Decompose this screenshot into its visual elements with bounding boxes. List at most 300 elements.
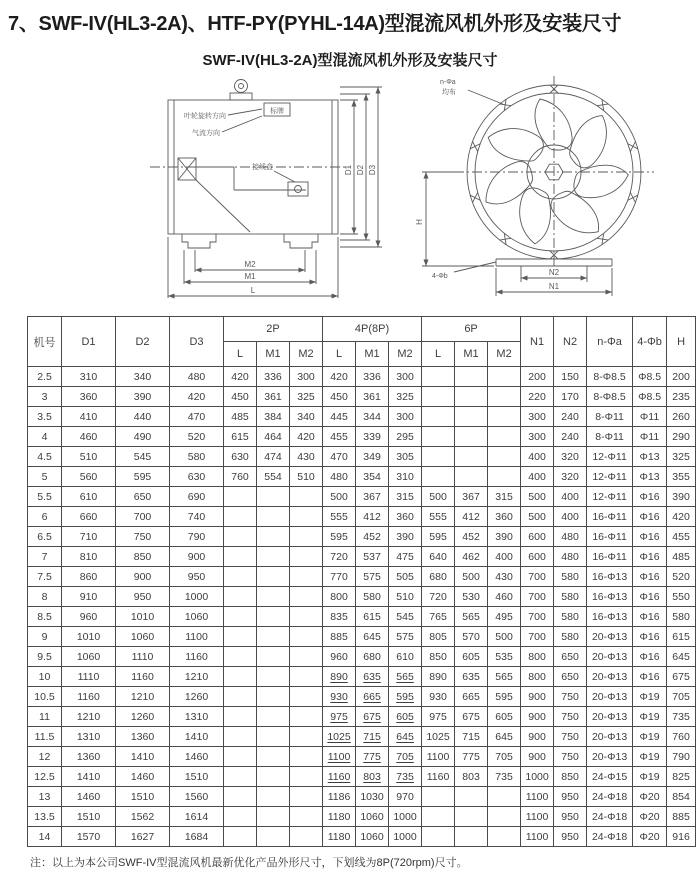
table-cell-6p-m2 — [488, 787, 521, 807]
table-cell-n1: 900 — [521, 707, 554, 727]
table-cell-model: 11.5 — [28, 727, 62, 747]
table-cell-d1: 1110 — [62, 667, 116, 687]
table-cell-n-phi-a: 24-Φ15 — [587, 767, 633, 787]
table-cell-4-phi-b: Φ16 — [633, 667, 667, 687]
dim-l-label: L — [250, 286, 256, 295]
table-cell-d1: 510 — [62, 447, 116, 467]
table-cell-d2: 545 — [116, 447, 170, 467]
table-cell-4p-m2: 310 — [389, 467, 422, 487]
header-4p-m1: M1 — [356, 342, 389, 367]
table-cell-n-phi-a: 8-Φ11 — [587, 427, 633, 447]
table-cell-n2: 950 — [554, 787, 587, 807]
dim-d1-label: D1 — [344, 164, 353, 176]
table-cell-d3: 1410 — [170, 727, 224, 747]
table-cell-6p-m2: 460 — [488, 587, 521, 607]
table-cell-6p-l — [422, 387, 455, 407]
table-cell-2p-l: 450 — [224, 387, 257, 407]
table-cell-4p-l: 720 — [323, 547, 356, 567]
table-cell-n-phi-a: 20-Φ13 — [587, 627, 633, 647]
table-cell-n2: 850 — [554, 767, 587, 787]
table-cell-d3: 790 — [170, 527, 224, 547]
table-row — [28, 447, 696, 467]
table-cell-2p-m1 — [257, 547, 290, 567]
table-cell-2p-l — [224, 707, 257, 727]
table-cell-2p-m1 — [257, 787, 290, 807]
table-cell-4p-l: 800 — [323, 587, 356, 607]
table-cell-2p-m1: 554 — [257, 467, 290, 487]
table-row — [28, 707, 696, 727]
table-cell-4p-l: 455 — [323, 427, 356, 447]
table-cell-d2: 390 — [116, 387, 170, 407]
table-cell-2p-m2 — [290, 547, 323, 567]
table-cell-4p-m1: 715 — [356, 727, 389, 747]
table-cell-2p-l: 760 — [224, 467, 257, 487]
table-cell-n1: 400 — [521, 467, 554, 487]
table-cell-6p-m2 — [488, 807, 521, 827]
table-cell-4-phi-b: Φ19 — [633, 727, 667, 747]
table-cell-n-phi-a: 24-Φ18 — [587, 787, 633, 807]
table-cell-h: 735 — [667, 707, 696, 727]
table-cell-2p-l — [224, 667, 257, 687]
table-cell-n1: 200 — [521, 367, 554, 387]
table-cell-6p-m2: 400 — [488, 547, 521, 567]
table-cell-h: 705 — [667, 687, 696, 707]
table-cell-d2: 490 — [116, 427, 170, 447]
table-cell-h: 200 — [667, 367, 696, 387]
table-cell-4p-l: 1186 — [323, 787, 356, 807]
table-cell-d3: 950 — [170, 567, 224, 587]
table-cell-6p-m1 — [455, 447, 488, 467]
table-cell-n-phi-a: 16-Φ13 — [587, 567, 633, 587]
table-cell-4p-m1: 675 — [356, 707, 389, 727]
table-cell-n1: 900 — [521, 727, 554, 747]
table-cell-d2: 1410 — [116, 747, 170, 767]
table-cell-6p-l: 1100 — [422, 747, 455, 767]
table-cell-n2: 400 — [554, 507, 587, 527]
table-cell-4p-l: 1100 — [323, 747, 356, 767]
foot-spec-label: 4-Φb — [432, 273, 448, 280]
table-cell-6p-m2 — [488, 427, 521, 447]
table-cell-d1: 360 — [62, 387, 116, 407]
table-cell-4p-m2: 575 — [389, 627, 422, 647]
table-cell-4p-m2: 595 — [389, 687, 422, 707]
table-cell-n2: 650 — [554, 647, 587, 667]
side-view-drawing — [138, 72, 396, 312]
table-cell-d3: 580 — [170, 447, 224, 467]
table-cell-h: 885 — [667, 807, 696, 827]
table-cell-model: 4.5 — [28, 447, 62, 467]
table-cell-2p-m1 — [257, 647, 290, 667]
table-cell-4p-m2: 360 — [389, 507, 422, 527]
table-cell-n1: 1000 — [521, 767, 554, 787]
table-cell-d2: 1210 — [116, 687, 170, 707]
table-cell-6p-m1 — [455, 807, 488, 827]
rotation-direction-label: 叶轮旋转方向 — [184, 113, 226, 120]
table-cell-4p-m2: 390 — [389, 527, 422, 547]
table-cell-d2: 1260 — [116, 707, 170, 727]
table-cell-n2: 750 — [554, 747, 587, 767]
table-cell-h: 455 — [667, 527, 696, 547]
table-cell-4p-l: 835 — [323, 607, 356, 627]
table-cell-d3: 1310 — [170, 707, 224, 727]
table-cell-n2: 400 — [554, 487, 587, 507]
table-cell-6p-m1: 605 — [455, 647, 488, 667]
table-row — [28, 647, 696, 667]
table-cell-h: 420 — [667, 507, 696, 527]
header-4-phi-b: 4-Φb — [633, 317, 667, 367]
table-cell-2p-l — [224, 807, 257, 827]
table-cell-d1: 860 — [62, 567, 116, 587]
table-cell-4p-l: 770 — [323, 567, 356, 587]
table-cell-d2: 1627 — [116, 827, 170, 847]
table-cell-6p-m1: 452 — [455, 527, 488, 547]
table-cell-4p-m2: 545 — [389, 607, 422, 627]
table-cell-2p-m1 — [257, 747, 290, 767]
table-cell-d3: 1060 — [170, 607, 224, 627]
table-cell-d3: 900 — [170, 547, 224, 567]
table-cell-model: 11 — [28, 707, 62, 727]
table-cell-4p-m2: 325 — [389, 387, 422, 407]
table-cell-n-phi-a: 24-Φ18 — [587, 807, 633, 827]
table-cell-d3: 1160 — [170, 647, 224, 667]
table-cell-4p-m1: 336 — [356, 367, 389, 387]
table-cell-model: 12.5 — [28, 767, 62, 787]
table-cell-4-phi-b: Φ16 — [633, 527, 667, 547]
table-cell-d2: 900 — [116, 567, 170, 587]
table-cell-4p-m2: 610 — [389, 647, 422, 667]
table-cell-model: 7.5 — [28, 567, 62, 587]
table-cell-4p-m2: 735 — [389, 767, 422, 787]
table-cell-2p-l — [224, 827, 257, 847]
table-cell-2p-l — [224, 787, 257, 807]
table-cell-d3: 740 — [170, 507, 224, 527]
table-cell-n1: 700 — [521, 627, 554, 647]
table-cell-model: 8.5 — [28, 607, 62, 627]
table-cell-6p-l: 850 — [422, 647, 455, 667]
table-cell-n-phi-a: 16-Φ13 — [587, 587, 633, 607]
table-cell-d2: 650 — [116, 487, 170, 507]
table-cell-6p-l — [422, 467, 455, 487]
table-cell-n-phi-a: 16-Φ11 — [587, 527, 633, 547]
table-cell-2p-l — [224, 547, 257, 567]
header-group-2p: 2P — [224, 317, 323, 342]
table-cell-n-phi-a: 20-Φ13 — [587, 647, 633, 667]
header-d1: D1 — [62, 317, 116, 367]
table-cell-6p-m2 — [488, 387, 521, 407]
table-cell-n1: 1100 — [521, 787, 554, 807]
table-cell-n1: 1100 — [521, 807, 554, 827]
table-row — [28, 627, 696, 647]
table-cell-2p-m2 — [290, 827, 323, 847]
table-cell-model: 14 — [28, 827, 62, 847]
table-cell-4p-m2: 705 — [389, 747, 422, 767]
table-cell-n2: 580 — [554, 607, 587, 627]
table-cell-n-phi-a: 8-Φ8.5 — [587, 387, 633, 407]
table-body — [28, 367, 696, 847]
table-cell-n2: 150 — [554, 367, 587, 387]
table-cell-6p-m1 — [455, 367, 488, 387]
table-cell-d1: 1510 — [62, 807, 116, 827]
table-cell-n-phi-a: 16-Φ11 — [587, 507, 633, 527]
table-cell-4p-m1: 775 — [356, 747, 389, 767]
table-row — [28, 787, 696, 807]
header-2p-m1: M1 — [257, 342, 290, 367]
table-header — [28, 317, 696, 367]
table-cell-n1: 400 — [521, 447, 554, 467]
table-cell-2p-m2: 510 — [290, 467, 323, 487]
table-cell-d3: 470 — [170, 407, 224, 427]
table-cell-d1: 1410 — [62, 767, 116, 787]
dim-n1-label: N1 — [548, 282, 560, 291]
table-cell-d3: 1260 — [170, 687, 224, 707]
table-row — [28, 587, 696, 607]
table-cell-4p-l: 555 — [323, 507, 356, 527]
table-cell-6p-m2 — [488, 827, 521, 847]
table-cell-n-phi-a: 20-Φ13 — [587, 707, 633, 727]
table-cell-4p-m2: 475 — [389, 547, 422, 567]
nameplate-label: 标牌 — [270, 108, 284, 115]
table-cell-4p-m2: 1000 — [389, 807, 422, 827]
table-cell-4-phi-b: Φ16 — [633, 607, 667, 627]
table-row — [28, 607, 696, 627]
table-cell-4p-m2: 605 — [389, 707, 422, 727]
table-cell-2p-l — [224, 647, 257, 667]
table-cell-d3: 1614 — [170, 807, 224, 827]
table-cell-d3: 1684 — [170, 827, 224, 847]
table-cell-6p-m1: 803 — [455, 767, 488, 787]
table-cell-4p-m1: 452 — [356, 527, 389, 547]
header-4p-m2: M2 — [389, 342, 422, 367]
dim-d2-label: D2 — [356, 164, 365, 176]
table-cell-2p-m2 — [290, 567, 323, 587]
table-cell-2p-m2 — [290, 627, 323, 647]
table-cell-4p-m1: 1060 — [356, 827, 389, 847]
table-cell-6p-l: 595 — [422, 527, 455, 547]
table-cell-4p-m2: 1000 — [389, 827, 422, 847]
table-cell-4p-l: 445 — [323, 407, 356, 427]
header-4p-l: L — [323, 342, 356, 367]
table-cell-6p-l: 555 — [422, 507, 455, 527]
dim-h-label: H — [415, 219, 424, 225]
table-cell-6p-l: 1160 — [422, 767, 455, 787]
table-cell-model: 7 — [28, 547, 62, 567]
table-cell-4p-l: 595 — [323, 527, 356, 547]
table-cell-2p-m1 — [257, 807, 290, 827]
table-cell-h: 825 — [667, 767, 696, 787]
table-cell-h: 520 — [667, 567, 696, 587]
table-cell-4p-m2: 645 — [389, 727, 422, 747]
table-cell-4p-l: 890 — [323, 667, 356, 687]
table-cell-2p-m1: 384 — [257, 407, 290, 427]
table-cell-2p-m1 — [257, 727, 290, 747]
junction-box-label: 接线盒 — [252, 164, 273, 171]
table-cell-6p-m1 — [455, 827, 488, 847]
table-cell-d2: 1460 — [116, 767, 170, 787]
table-cell-6p-m1: 675 — [455, 707, 488, 727]
table-cell-2p-m1: 474 — [257, 447, 290, 467]
table-row — [28, 487, 696, 507]
table-cell-6p-l: 890 — [422, 667, 455, 687]
dim-m1-label: M1 — [244, 272, 256, 281]
table-cell-6p-m1: 715 — [455, 727, 488, 747]
table-cell-4p-l: 885 — [323, 627, 356, 647]
table-cell-4-phi-b: Φ19 — [633, 687, 667, 707]
table-cell-h: 615 — [667, 627, 696, 647]
table-cell-h: 290 — [667, 427, 696, 447]
table-cell-n1: 700 — [521, 607, 554, 627]
table-cell-4p-l: 1025 — [323, 727, 356, 747]
table-cell-d1: 960 — [62, 607, 116, 627]
table-cell-n-phi-a: 20-Φ13 — [587, 667, 633, 687]
table-cell-n1: 800 — [521, 667, 554, 687]
table-cell-n1: 1100 — [521, 827, 554, 847]
table-cell-2p-l — [224, 527, 257, 547]
table-cell-2p-l — [224, 767, 257, 787]
table-cell-n2: 480 — [554, 547, 587, 567]
table-cell-4p-m1: 412 — [356, 507, 389, 527]
table-cell-n2: 950 — [554, 827, 587, 847]
header-d2: D2 — [116, 317, 170, 367]
table-cell-4-phi-b: Φ20 — [633, 787, 667, 807]
front-view-linework — [422, 76, 654, 296]
table-cell-model: 6.5 — [28, 527, 62, 547]
table-cell-2p-l — [224, 727, 257, 747]
table-cell-6p-l: 640 — [422, 547, 455, 567]
table-cell-n1: 600 — [521, 527, 554, 547]
table-cell-6p-l: 765 — [422, 607, 455, 627]
table-cell-n1: 500 — [521, 487, 554, 507]
table-cell-d1: 660 — [62, 507, 116, 527]
header-n2: N2 — [554, 317, 587, 367]
table-cell-d3: 520 — [170, 427, 224, 447]
table-cell-4-phi-b: Φ8.5 — [633, 387, 667, 407]
table-cell-d1: 460 — [62, 427, 116, 447]
table-cell-model: 6 — [28, 507, 62, 527]
table-row — [28, 527, 696, 547]
table-cell-2p-m2 — [290, 767, 323, 787]
table-row — [28, 507, 696, 527]
dim-m2-label: M2 — [244, 260, 256, 269]
table-cell-n-phi-a: 20-Φ13 — [587, 687, 633, 707]
table-cell-6p-m2: 705 — [488, 747, 521, 767]
table-cell-4p-l: 1160 — [323, 767, 356, 787]
table-cell-6p-m1 — [455, 407, 488, 427]
table-cell-4-phi-b: Φ16 — [633, 587, 667, 607]
table-cell-n-phi-a: 16-Φ11 — [587, 547, 633, 567]
table-cell-6p-m1: 565 — [455, 607, 488, 627]
table-cell-2p-m2: 430 — [290, 447, 323, 467]
table-row — [28, 807, 696, 827]
table-row — [28, 727, 696, 747]
table-cell-2p-m1 — [257, 607, 290, 627]
table-cell-4p-m2: 505 — [389, 567, 422, 587]
table-cell-d3: 1000 — [170, 587, 224, 607]
table-cell-6p-m2: 605 — [488, 707, 521, 727]
table-cell-model: 13.5 — [28, 807, 62, 827]
table-cell-n-phi-a: 8-Φ11 — [587, 407, 633, 427]
table-cell-6p-l — [422, 807, 455, 827]
table-row — [28, 467, 696, 487]
table-cell-d2: 950 — [116, 587, 170, 607]
table-cell-4p-l: 930 — [323, 687, 356, 707]
table-cell-d2: 850 — [116, 547, 170, 567]
table-cell-2p-m2 — [290, 587, 323, 607]
header-2p-m2: M2 — [290, 342, 323, 367]
table-cell-4p-m1: 361 — [356, 387, 389, 407]
table-cell-4p-l: 500 — [323, 487, 356, 507]
table-cell-6p-m2: 390 — [488, 527, 521, 547]
table-cell-model: 3.5 — [28, 407, 62, 427]
table-cell-n2: 750 — [554, 727, 587, 747]
table-cell-6p-l — [422, 407, 455, 427]
table-cell-n2: 580 — [554, 627, 587, 647]
table-cell-n-phi-a: 20-Φ13 — [587, 747, 633, 767]
table-cell-n1: 800 — [521, 647, 554, 667]
table-cell-4p-m2: 510 — [389, 587, 422, 607]
table-cell-6p-l: 720 — [422, 587, 455, 607]
table-cell-4p-m1: 354 — [356, 467, 389, 487]
header-n-phi-a: n-Φa — [587, 317, 633, 367]
table-cell-d1: 410 — [62, 407, 116, 427]
table-cell-2p-m1 — [257, 507, 290, 527]
table-cell-d2: 1110 — [116, 647, 170, 667]
table-cell-n2: 580 — [554, 567, 587, 587]
table-cell-6p-m2: 595 — [488, 687, 521, 707]
table-cell-4-phi-b: Φ16 — [633, 627, 667, 647]
table-cell-4-phi-b: Φ19 — [633, 747, 667, 767]
table-cell-2p-l — [224, 567, 257, 587]
table-cell-4-phi-b: Φ20 — [633, 827, 667, 847]
table-cell-6p-m1 — [455, 467, 488, 487]
table-cell-d2: 1360 — [116, 727, 170, 747]
drawings-row — [0, 72, 700, 314]
table-cell-h: 355 — [667, 467, 696, 487]
table-cell-d1: 310 — [62, 367, 116, 387]
table-cell-n2: 240 — [554, 427, 587, 447]
table-cell-n1: 300 — [521, 407, 554, 427]
table-cell-n1: 220 — [521, 387, 554, 407]
table-cell-4p-m1: 580 — [356, 587, 389, 607]
table-cell-4p-m1: 339 — [356, 427, 389, 447]
table-cell-n-phi-a: 12-Φ11 — [587, 487, 633, 507]
table-cell-6p-m2: 360 — [488, 507, 521, 527]
table-row — [28, 367, 696, 387]
table-cell-d3: 480 — [170, 367, 224, 387]
table-cell-4-phi-b: Φ13 — [633, 447, 667, 467]
table-cell-4p-m1: 803 — [356, 767, 389, 787]
table-cell-4p-m1: 680 — [356, 647, 389, 667]
header-d3: D3 — [170, 317, 224, 367]
dimensions-table — [27, 316, 696, 847]
table-cell-6p-m2 — [488, 467, 521, 487]
table-cell-2p-m1: 336 — [257, 367, 290, 387]
front-view-drawing — [396, 72, 688, 312]
table-row — [28, 567, 696, 587]
table-cell-2p-m1 — [257, 687, 290, 707]
table-cell-4p-l: 1180 — [323, 807, 356, 827]
table-cell-2p-m2 — [290, 727, 323, 747]
table-cell-6p-l — [422, 427, 455, 447]
table-cell-4p-m1: 665 — [356, 687, 389, 707]
table-cell-4-phi-b: Φ16 — [633, 507, 667, 527]
table-cell-6p-l: 930 — [422, 687, 455, 707]
table-cell-2p-m1: 361 — [257, 387, 290, 407]
table-cell-6p-l — [422, 447, 455, 467]
table-cell-6p-m2: 500 — [488, 627, 521, 647]
header-6p-l: L — [422, 342, 455, 367]
table-cell-6p-m1: 635 — [455, 667, 488, 687]
table-cell-4p-m1: 615 — [356, 607, 389, 627]
